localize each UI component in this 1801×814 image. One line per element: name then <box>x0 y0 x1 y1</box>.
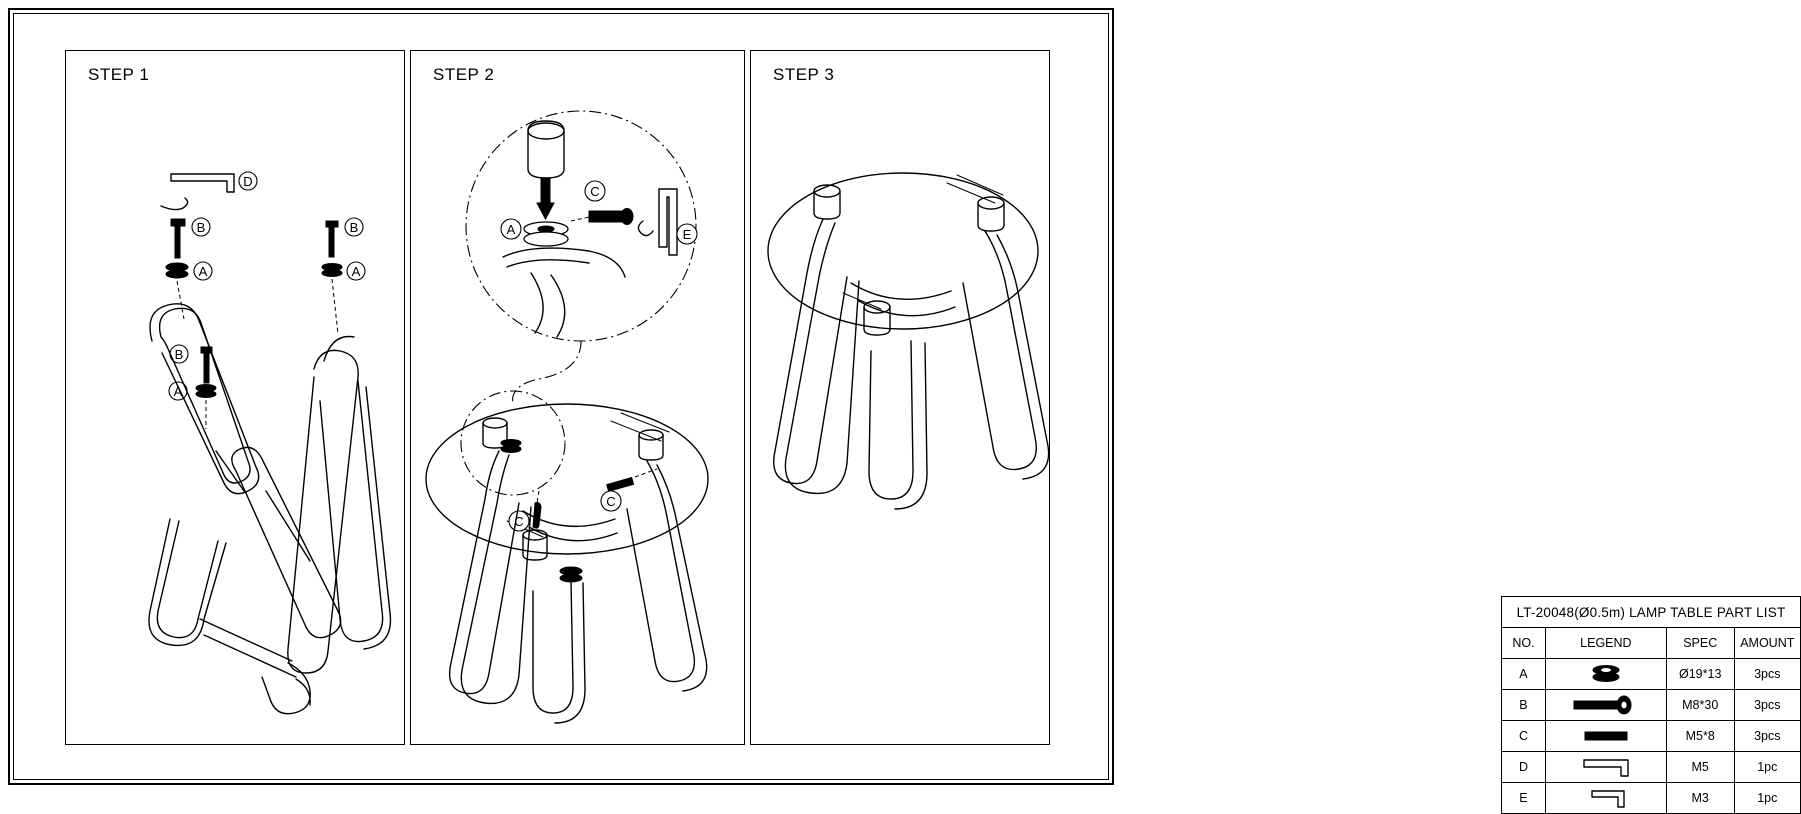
detail-zoom-circle <box>466 111 696 341</box>
assembly-leader-a-2 <box>332 279 338 334</box>
part-no-a: A <box>1502 659 1546 690</box>
part-legend-e <box>1545 783 1666 814</box>
part-amount-e: 1pc <box>1734 783 1800 814</box>
allen-key-small-icon <box>1566 785 1646 811</box>
assembly-center-nut-illustration <box>560 567 582 582</box>
glass-highlight-2 <box>957 175 1003 195</box>
callout-label-c-2: C <box>606 494 616 509</box>
post-right-illustration <box>639 430 663 460</box>
part-spec-c: M5*8 <box>1666 721 1734 752</box>
detail-nut-a-illustration <box>524 222 568 246</box>
table-frame-illustration <box>149 304 391 714</box>
callout-label-a-detail: A <box>506 222 516 237</box>
header-amount: AMOUNT <box>1734 628 1800 659</box>
panel-step-3 <box>750 50 1795 805</box>
callout-label-b-1: B <box>196 220 206 235</box>
nut-a-top-illustration <box>166 263 188 278</box>
part-no-b: B <box>1502 690 1546 721</box>
allen-key-d-illustration <box>171 174 234 192</box>
part-legend-c <box>1545 721 1666 752</box>
callout-label-b-3: B <box>174 347 184 362</box>
step-1-diagram <box>66 51 406 746</box>
part-list-title-row <box>1502 597 1801 628</box>
part-legend-a <box>1545 659 1666 690</box>
assembly-screw-c-2 <box>607 469 657 491</box>
finished-post-right <box>978 197 1004 231</box>
glass-highlight-1 <box>947 183 995 203</box>
detail-leg-edge <box>531 273 543 333</box>
callout-label-c-detail: C <box>590 184 600 199</box>
insert-arrow-icon <box>537 179 554 219</box>
detail-cap-illustration <box>528 121 564 178</box>
table-row <box>1502 783 1801 814</box>
table-row <box>1502 690 1801 721</box>
allen-key-icon <box>1566 754 1646 780</box>
part-spec-e: M3 <box>1666 783 1734 814</box>
callout-label-d: D <box>243 174 253 189</box>
table-row <box>1502 752 1801 783</box>
finished-glass-top <box>768 173 1038 329</box>
panel-2-title: STEP 2 <box>433 65 495 84</box>
header-no: NO. <box>1502 628 1546 659</box>
part-amount-a: 3pcs <box>1734 659 1800 690</box>
step-3-diagram <box>751 51 1051 541</box>
part-amount-c: 3pcs <box>1734 721 1800 752</box>
panel-3-title: STEP 3 <box>773 65 835 84</box>
step-2-diagram <box>411 51 746 746</box>
nut-a-middle-illustration <box>196 385 216 398</box>
part-amount-d: 1pc <box>1734 752 1800 783</box>
table-row <box>1502 721 1801 752</box>
header-legend: LEGEND <box>1545 628 1666 659</box>
assembly-leader-a-1 <box>177 281 184 319</box>
detail-tabletop-edge-2 <box>507 260 589 267</box>
hex-bolt-icon <box>1566 693 1646 717</box>
callout-label-a-2: A <box>351 264 361 279</box>
callout-label-a-1: A <box>198 264 208 279</box>
bolt-b-right-illustration <box>326 221 338 257</box>
part-list-header-row <box>1502 628 1801 659</box>
part-no-d: D <box>1502 752 1546 783</box>
part-spec-d: M5 <box>1666 752 1734 783</box>
assembled-table-illustration <box>426 391 708 723</box>
detail-screw-c-illustration <box>571 209 633 225</box>
assembly-screw-c-1 <box>533 491 541 528</box>
detail-leg-edge-2 <box>551 275 565 337</box>
detail-allen-key-e-illustration <box>638 189 677 255</box>
part-legend-d <box>1545 752 1666 783</box>
table-row <box>1502 659 1801 690</box>
callout-label-c-1: C <box>514 514 524 529</box>
part-amount-b: 3pcs <box>1734 690 1800 721</box>
callout-label-a-3: A <box>173 384 183 399</box>
set-screw-icon <box>1571 724 1641 748</box>
callout-label-b-2: B <box>349 220 359 235</box>
header-spec: SPEC <box>1666 628 1734 659</box>
part-spec-b: M8*30 <box>1666 690 1734 721</box>
part-no-c: C <box>1502 721 1546 752</box>
barrel-nut-icon <box>1576 662 1636 686</box>
hook-tool-illustration <box>161 198 188 210</box>
panel-step-1 <box>65 50 405 745</box>
callout-label-e-detail: E <box>682 227 692 242</box>
part-legend-b <box>1545 690 1666 721</box>
part-list-table <box>1501 596 1801 814</box>
finished-frame-legs <box>774 219 1049 509</box>
part-no-e: E <box>1502 783 1546 814</box>
nut-a-right-illustration <box>322 264 342 277</box>
assembly-nut-a-illustration <box>501 440 521 453</box>
panel-1-title: STEP 1 <box>88 65 150 84</box>
part-list-title: LT-20048(Ø0.5m) LAMP TABLE PART LIST <box>1502 597 1801 628</box>
part-spec-a: Ø19*13 <box>1666 659 1734 690</box>
panel-step-2 <box>410 50 745 745</box>
bolt-b-top-illustration <box>171 219 185 258</box>
detail-leader-line <box>513 341 581 405</box>
